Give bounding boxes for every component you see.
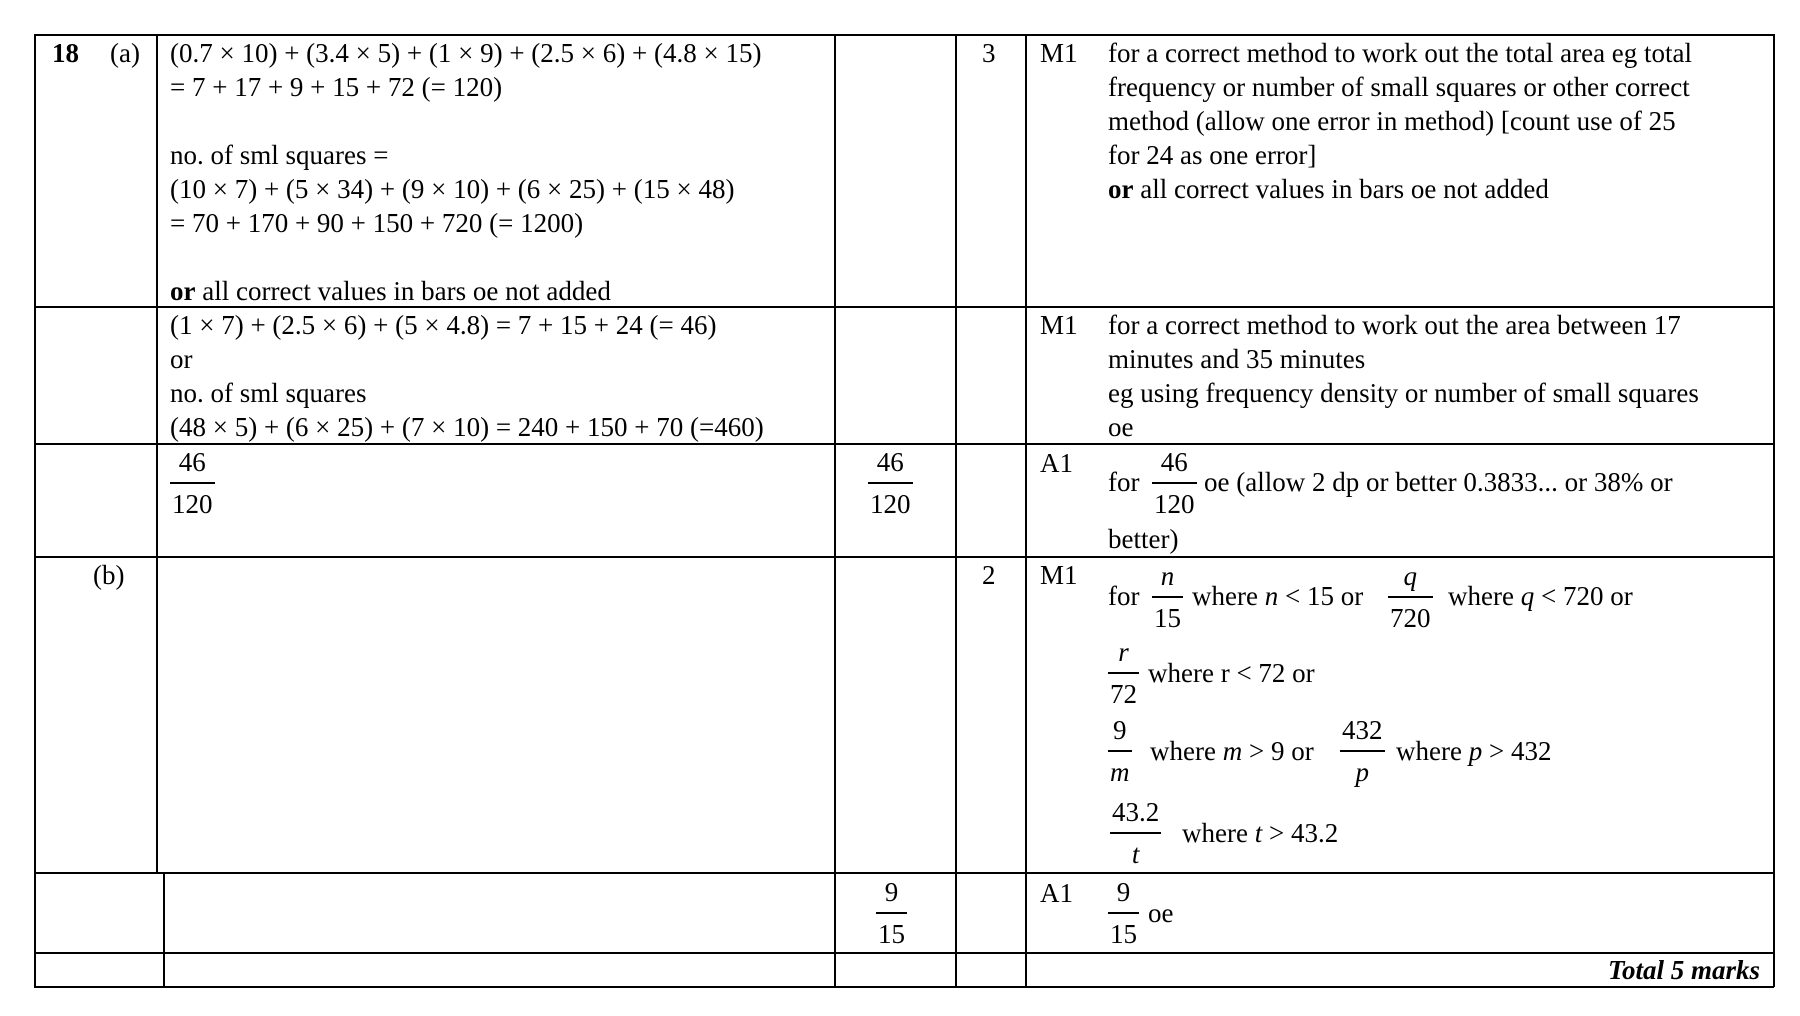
answer-fraction	[868, 446, 913, 520]
note-line: eg using frequency density or number of small squares	[1108, 378, 1699, 408]
note-text: oe (allow 2 dp or better 0.3833... or 38% or	[1204, 467, 1673, 497]
note-fraction	[1388, 560, 1433, 634]
note-text: where	[1182, 818, 1255, 848]
variable: q	[1520, 581, 1535, 611]
fraction-numerator: 46	[876, 447, 904, 477]
fraction-denominator	[1110, 838, 1161, 870]
marks-total: 2	[982, 560, 996, 590]
note-text: < 15 or	[1278, 581, 1364, 611]
or-keyword: or	[170, 276, 196, 306]
fraction-denominator	[1340, 756, 1385, 788]
note-text: where	[1192, 581, 1265, 611]
note-text: better)	[1108, 524, 1179, 554]
note-fraction	[1108, 636, 1139, 710]
fraction-numerator: 43.2	[1112, 797, 1160, 827]
variable: n	[1264, 581, 1279, 611]
note-line: for a correct method to work out the total area eg total	[1108, 38, 1693, 68]
variable: t	[1131, 838, 1140, 869]
working-line: (48 × 5) + (6 × 25) + (7 × 10) = 240 + 150 + 70 (=460)	[170, 412, 764, 442]
note-line: frequency or number of small squares or other correct	[1108, 72, 1690, 102]
working-fraction	[170, 446, 215, 520]
working-line: no. of sml squares =	[170, 140, 389, 170]
note-line: minutes and 35 minutes	[1108, 344, 1366, 374]
note-text: where	[1396, 736, 1469, 766]
note-text	[1192, 579, 1363, 613]
note-fraction	[1340, 714, 1385, 788]
fraction-numerator: 9	[884, 877, 899, 907]
fraction-bar	[868, 482, 913, 484]
note-text	[1396, 734, 1551, 768]
row-line	[34, 872, 1774, 874]
working-line: (1 × 7) + (2.5 × 6) + (5 × 4.8) = 7 + 15 + 24 (= 46)	[170, 310, 717, 340]
variable: q	[1403, 561, 1417, 591]
mark-code: M1	[1040, 560, 1078, 590]
fraction-bar	[876, 912, 907, 914]
marks-total: 3	[982, 38, 996, 68]
question-number: 18	[52, 38, 79, 68]
part-label-b: (b)	[93, 560, 125, 590]
working-line: or	[170, 344, 193, 374]
note-line: method (allow one error in method) [count use of 25	[1108, 106, 1676, 136]
col-line	[163, 872, 165, 987]
note-text: where r < 72 or	[1148, 658, 1315, 688]
fraction-denominator	[1108, 756, 1132, 788]
note-text: oe	[1148, 898, 1174, 928]
mark-code: A1	[1040, 878, 1073, 908]
variable: p	[1468, 736, 1483, 766]
fraction-bar	[170, 482, 215, 484]
fraction-denominator: 120	[870, 488, 911, 519]
fraction-denominator: 120	[1154, 488, 1195, 519]
note-text: > 432	[1482, 736, 1552, 766]
note-line: for a correct method to work out the area between 17	[1108, 310, 1681, 340]
note-text: where	[1150, 736, 1223, 766]
note-text	[1182, 816, 1338, 850]
fraction-bar	[1110, 832, 1161, 834]
answer-fraction	[876, 876, 907, 950]
row-line	[34, 986, 1774, 988]
part-label-a: (a)	[110, 38, 140, 68]
fraction-numerator: 9	[1113, 715, 1127, 745]
fraction-denominator: 15	[1110, 918, 1137, 949]
note-text: > 9 or	[1242, 736, 1314, 766]
variable: p	[1355, 756, 1369, 787]
mark-code: M1	[1040, 310, 1078, 340]
note-text	[1448, 579, 1633, 613]
note-line	[1108, 172, 1549, 206]
fraction-numerator	[1388, 560, 1433, 592]
variable: m	[1222, 736, 1243, 766]
note-line: for 24 as one error]	[1108, 140, 1317, 170]
row-line	[34, 556, 1774, 558]
mark-code: A1	[1040, 448, 1073, 478]
note-text: > 43.2	[1262, 818, 1339, 848]
note-text: < 720 or	[1534, 581, 1633, 611]
total-marks: Total 5 marks	[1607, 955, 1760, 985]
fraction-bar	[1340, 750, 1385, 752]
note-fraction	[1110, 796, 1161, 870]
fraction-denominator: 15	[878, 918, 905, 949]
fraction-bar	[1108, 750, 1132, 752]
variable: r	[1118, 637, 1129, 667]
note-fraction	[1108, 876, 1139, 950]
working-line: (10 × 7) + (5 × 34) + (9 × 10) + (6 × 25) + (15 × 48)	[170, 174, 735, 204]
working-line	[170, 274, 611, 308]
note-text: where	[1448, 581, 1521, 611]
fraction-numerator: 46	[1160, 447, 1188, 477]
col-line	[156, 34, 158, 873]
row-line	[34, 952, 1774, 954]
note-text: for	[1108, 581, 1140, 611]
col-line	[834, 34, 836, 987]
note-fraction	[1152, 560, 1183, 634]
fraction-numerator: 46	[178, 447, 206, 477]
fraction-denominator: 720	[1390, 602, 1431, 633]
variable: n	[1160, 561, 1175, 591]
note-fraction	[1152, 446, 1197, 520]
or-keyword: or	[1108, 174, 1134, 204]
col-line	[1773, 34, 1775, 987]
working-line: = 7 + 17 + 9 + 15 + 72 (= 120)	[170, 72, 503, 102]
fraction-numerator	[1152, 560, 1183, 592]
working-line: = 70 + 170 + 90 + 150 + 720 (= 1200)	[170, 208, 584, 238]
variable: m	[1110, 756, 1130, 787]
mark-code: M1	[1040, 38, 1078, 68]
fraction-denominator: 120	[172, 488, 213, 519]
note-line: oe	[1108, 412, 1134, 442]
working-text: all correct values in bars oe not added	[195, 276, 611, 306]
fraction-bar	[1152, 596, 1183, 598]
fraction-bar	[1108, 672, 1139, 674]
fraction-denominator: 15	[1154, 602, 1181, 633]
fraction-bar	[1108, 912, 1139, 914]
col-line	[1025, 34, 1027, 987]
fraction-numerator: 9	[1116, 877, 1131, 907]
col-line	[34, 34, 36, 987]
note-text	[1150, 734, 1314, 768]
working-line: (0.7 × 10) + (3.4 × 5) + (1 × 9) + (2.5 × 6) + (4.8 × 15)	[170, 38, 762, 68]
note-text: all correct values in bars oe not added	[1133, 174, 1549, 204]
fraction-bar	[1152, 482, 1197, 484]
fraction-numerator	[1108, 636, 1139, 668]
fraction-numerator: 432	[1342, 715, 1383, 745]
fraction-denominator: 72	[1110, 678, 1137, 709]
note-fraction	[1108, 714, 1132, 788]
col-line	[955, 34, 957, 987]
note-text: for	[1108, 467, 1140, 497]
working-line: no. of sml squares	[170, 378, 367, 408]
variable: t	[1254, 818, 1263, 848]
fraction-bar	[1388, 596, 1433, 598]
